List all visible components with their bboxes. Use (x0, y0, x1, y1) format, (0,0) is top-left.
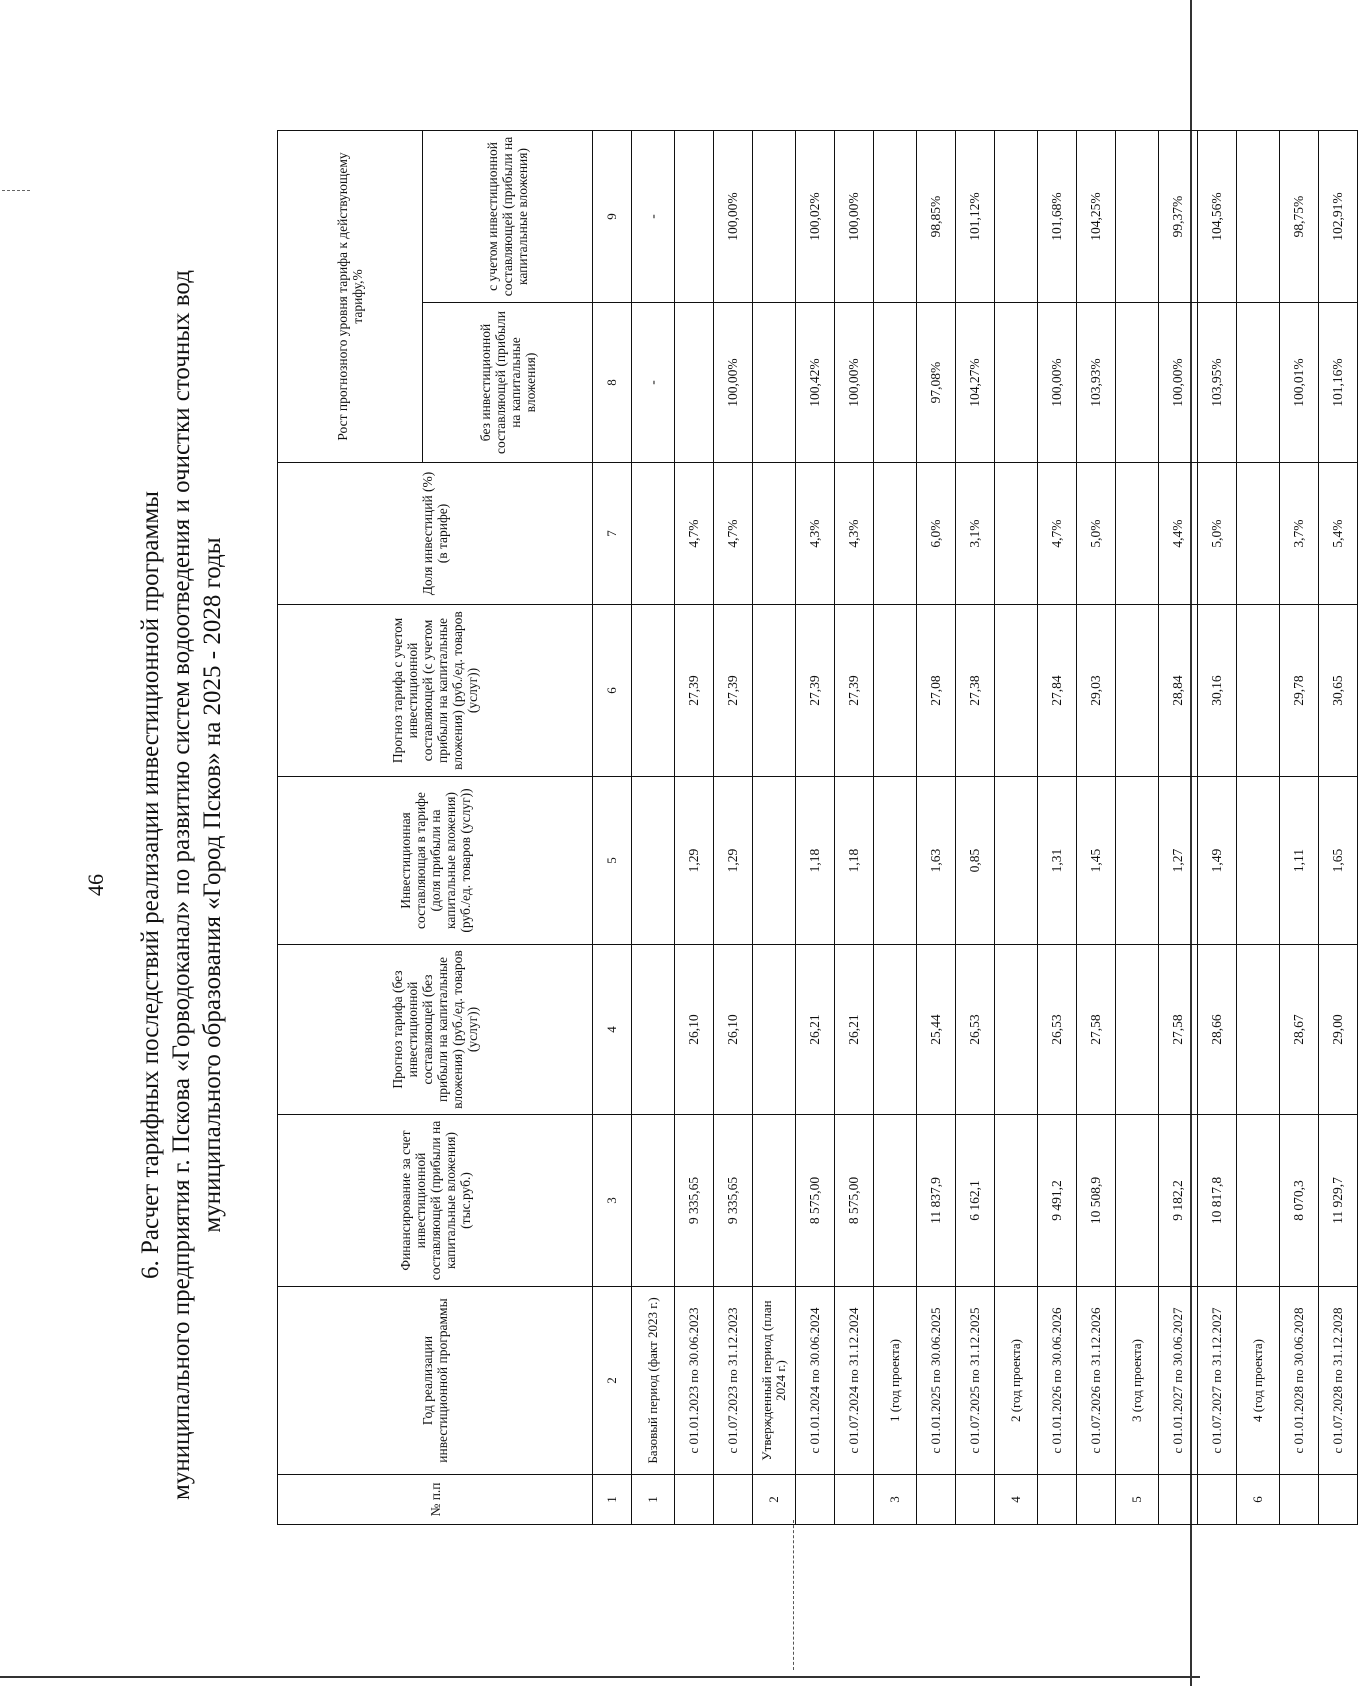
row-tariff-with-investment: 27,39 (675, 605, 714, 777)
row-growth-without-investment: 100,00% (1038, 303, 1077, 463)
row-tariff-without-investment: 28,66 (1198, 945, 1237, 1115)
row-growth-without-investment (1116, 303, 1159, 463)
row-period: с 01.01.2023 по 30.06.2023 (675, 1287, 714, 1475)
row-investment-component: 1,45 (1077, 777, 1116, 945)
header-financing: Финансирование за счет инвестиционной составляющей (прибыли на капитальные вложения) (тыс.руб.) (278, 1115, 593, 1287)
table-row (1319, 131, 1358, 1525)
row-number: 6 (1237, 1475, 1280, 1525)
row-financing: 9 335,65 (714, 1115, 753, 1287)
row-tariff-with-investment (995, 605, 1038, 777)
row-growth-without-investment: 101,16% (1319, 303, 1358, 463)
row-tariff-with-investment: 27,08 (917, 605, 956, 777)
row-period: 1 (год проекта) (874, 1287, 917, 1475)
row-investment-component: 0,85 (956, 777, 995, 945)
row-period: 2 (год проекта) (995, 1287, 1038, 1475)
row-period: 4 (год проекта) (1237, 1287, 1280, 1475)
title-line-2: муниципального предприятия г. Пскова «Горводоканал» по развитию систем водоотведения и очистки сточных вод (168, 270, 195, 1500)
document-title (135, 105, 228, 1665)
row-number (956, 1475, 995, 1525)
table-row (675, 131, 714, 1525)
row-investment-share (995, 463, 1038, 605)
row-period: Базовый период (факт 2023 г.) (632, 1287, 675, 1475)
row-tariff-with-investment (874, 605, 917, 777)
row-investment-share: 6,0% (917, 463, 956, 605)
scan-frame-bottom-edge (0, 1676, 1200, 1678)
row-investment-share (1116, 463, 1159, 605)
row-investment-share (874, 463, 917, 605)
row-growth-with-investment: 100,00% (835, 131, 874, 303)
table-group-row (995, 131, 1038, 1525)
row-financing: 9 182,2 (1159, 1115, 1198, 1287)
column-number: 1 (593, 1475, 632, 1525)
table-row (1280, 131, 1319, 1525)
table-row (796, 131, 835, 1525)
row-growth-with-investment: 98,75% (1280, 131, 1319, 303)
header-tariff-without-investment: Прогноз тарифа (без инвестиционной составляющей (без прибыли на капитальные вложения) (руб./ед. товаров (услуг)) (278, 945, 593, 1115)
row-investment-component: 1,65 (1319, 777, 1358, 945)
row-tariff-without-investment (753, 945, 796, 1115)
row-number (796, 1475, 835, 1525)
row-growth-with-investment (675, 131, 714, 303)
row-tariff-with-investment: 30,65 (1319, 605, 1358, 777)
row-period: с 01.01.2028 по 30.06.2028 (1280, 1287, 1319, 1475)
row-growth-without-investment: 100,01% (1280, 303, 1319, 463)
row-growth-without-investment (874, 303, 917, 463)
row-number (917, 1475, 956, 1525)
row-investment-share: 4,3% (796, 463, 835, 605)
row-number: 5 (1116, 1475, 1159, 1525)
row-growth-with-investment: 100,00% (714, 131, 753, 303)
row-financing (1237, 1115, 1280, 1287)
row-growth-with-investment: 104,25% (1077, 131, 1116, 303)
row-growth-with-investment: 101,68% (1038, 131, 1077, 303)
row-tariff-without-investment (874, 945, 917, 1115)
row-tariff-with-investment (1237, 605, 1280, 777)
row-investment-share (632, 463, 675, 605)
row-period: с 01.01.2025 по 30.06.2025 (917, 1287, 956, 1475)
row-tariff-without-investment: 27,58 (1077, 945, 1116, 1115)
row-period: с 01.07.2028 по 31.12.2028 (1319, 1287, 1358, 1475)
row-growth-without-investment: 103,93% (1077, 303, 1116, 463)
row-tariff-with-investment: 27,39 (835, 605, 874, 777)
row-number: 1 (632, 1475, 675, 1525)
row-growth-without-investment (675, 303, 714, 463)
row-investment-component (632, 777, 675, 945)
row-tariff-without-investment: 26,10 (714, 945, 753, 1115)
row-investment-share: 4,4% (1159, 463, 1198, 605)
row-financing: 9 491,2 (1038, 1115, 1077, 1287)
header-investment-component: Инвестиционная составляющая в тарифе (доля прибыли на капитальные вложения) (руб./ед. товаров (услуг)) (278, 777, 593, 945)
table-row (956, 131, 995, 1525)
row-growth-with-investment: 99,37% (1159, 131, 1198, 303)
row-growth-with-investment (995, 131, 1038, 303)
table-group-row (1237, 131, 1280, 1525)
row-investment-component: 1,31 (1038, 777, 1077, 945)
row-tariff-with-investment: 29,78 (1280, 605, 1319, 777)
table-row (714, 131, 753, 1525)
row-tariff-without-investment: 25,44 (917, 945, 956, 1115)
row-tariff-with-investment: 27,39 (796, 605, 835, 777)
row-tariff-with-investment: 27,39 (714, 605, 753, 777)
row-financing: 9 335,65 (675, 1115, 714, 1287)
row-growth-with-investment: 101,12% (956, 131, 995, 303)
row-tariff-with-investment: 30,16 (1198, 605, 1237, 777)
row-financing: 11 929,7 (1319, 1115, 1358, 1287)
row-growth-without-investment: 100,00% (1159, 303, 1198, 463)
row-investment-component: 1,29 (675, 777, 714, 945)
header-growth-without-investment: без инвестиционной составляющей (прибыли на капитальные вложения) (423, 303, 593, 463)
row-investment-share: 5,0% (1077, 463, 1116, 605)
row-growth-with-investment (753, 131, 796, 303)
header-tariff-growth: Рост прогнозного уровня тарифа к действующему тарифу,% (278, 131, 423, 463)
row-number: 2 (753, 1475, 796, 1525)
row-investment-share: 3,1% (956, 463, 995, 605)
row-growth-without-investment: - (632, 303, 675, 463)
row-number (1038, 1475, 1077, 1525)
row-number: 4 (995, 1475, 1038, 1525)
row-tariff-without-investment: 26,10 (675, 945, 714, 1115)
row-financing: 6 162,1 (956, 1115, 995, 1287)
row-growth-with-investment: 104,56% (1198, 131, 1237, 303)
row-tariff-without-investment: 26,53 (956, 945, 995, 1115)
row-investment-component: 1,18 (835, 777, 874, 945)
row-investment-share: 4,7% (1038, 463, 1077, 605)
row-financing: 10 508,9 (1077, 1115, 1116, 1287)
column-number: 7 (593, 463, 632, 605)
column-number: 2 (593, 1287, 632, 1475)
row-financing: 8 070,3 (1280, 1115, 1319, 1287)
table-row (1038, 131, 1077, 1525)
row-growth-with-investment (1116, 131, 1159, 303)
row-tariff-without-investment (995, 945, 1038, 1115)
title-line-1: 6. Расчет тарифных последствий реализации инвестиционной программы (137, 491, 164, 1279)
row-financing (632, 1115, 675, 1287)
row-growth-without-investment (1237, 303, 1280, 463)
row-tariff-without-investment: 26,21 (835, 945, 874, 1115)
row-investment-component (1237, 777, 1280, 945)
row-growth-without-investment: 104,27% (956, 303, 995, 463)
row-number (1198, 1475, 1237, 1525)
row-tariff-with-investment: 29,03 (1077, 605, 1116, 777)
row-growth-without-investment: 100,00% (714, 303, 753, 463)
row-investment-component (995, 777, 1038, 945)
row-investment-component (1116, 777, 1159, 945)
header-growth-with-investment: с учетом инвестиционной составляющей (прибыли на капитальные вложения) (423, 131, 593, 303)
header-investment-share: Доля инвестиций (%) (в тарифе) (278, 463, 593, 605)
column-number: 6 (593, 605, 632, 777)
table-row (835, 131, 874, 1525)
row-growth-with-investment (1237, 131, 1280, 303)
table-row (917, 131, 956, 1525)
row-tariff-with-investment (753, 605, 796, 777)
table-row (1077, 131, 1116, 1525)
row-growth-without-investment (753, 303, 796, 463)
row-growth-without-investment: 97,08% (917, 303, 956, 463)
title-line-3: муниципального образования «Город Псков» на 2025 - 2028 годы (199, 537, 226, 1233)
row-period: Утвержденный период (план 2024 г.) (753, 1287, 796, 1475)
row-financing (874, 1115, 917, 1287)
rotated-document-sheet (15, 105, 1345, 1665)
row-period: с 01.01.2027 по 30.06.2027 (1159, 1287, 1198, 1475)
row-growth-with-investment: 98,85% (917, 131, 956, 303)
row-period: с 01.07.2027 по 31.12.2027 (1198, 1287, 1237, 1475)
row-investment-component: 1,18 (796, 777, 835, 945)
tariff-table (277, 130, 1358, 1525)
table-group-row (874, 131, 917, 1525)
table-row (1159, 131, 1198, 1525)
row-period: с 01.07.2025 по 31.12.2025 (956, 1287, 995, 1475)
row-financing (995, 1115, 1038, 1287)
row-investment-component: 1,11 (1280, 777, 1319, 945)
row-tariff-without-investment: 26,21 (796, 945, 835, 1115)
column-number: 8 (593, 303, 632, 463)
row-tariff-without-investment: 29,00 (1319, 945, 1358, 1115)
row-tariff-with-investment: 28,84 (1159, 605, 1198, 777)
row-number (714, 1475, 753, 1525)
table-group-row (1116, 131, 1159, 1525)
row-financing: 11 837,9 (917, 1115, 956, 1287)
row-number (1077, 1475, 1116, 1525)
column-number: 4 (593, 945, 632, 1115)
table-row (1198, 131, 1237, 1525)
row-investment-share: 3,7% (1280, 463, 1319, 605)
row-financing: 8 575,00 (796, 1115, 835, 1287)
row-investment-share (1237, 463, 1280, 605)
column-number: 3 (593, 1115, 632, 1287)
row-period: 3 (год проекта) (1116, 1287, 1159, 1475)
row-tariff-without-investment: 27,58 (1159, 945, 1198, 1115)
row-growth-with-investment (874, 131, 917, 303)
row-investment-share: 4,3% (835, 463, 874, 605)
row-period: с 01.01.2026 по 30.06.2026 (1038, 1287, 1077, 1475)
row-number (675, 1475, 714, 1525)
header-tariff-with-investment: Прогноз тарифа с учетом инвестиционной составляющей (с учетом прибыли на капитальные вложения) (руб./ед. товаров (услуг)) (278, 605, 593, 777)
row-growth-without-investment: 100,00% (835, 303, 874, 463)
row-number (1319, 1475, 1358, 1525)
row-financing: 10 817,8 (1198, 1115, 1237, 1287)
row-financing (1116, 1115, 1159, 1287)
row-investment-share (753, 463, 796, 605)
row-tariff-with-investment (1116, 605, 1159, 777)
row-period: с 01.07.2024 по 31.12.2024 (835, 1287, 874, 1475)
row-investment-share: 4,7% (675, 463, 714, 605)
row-tariff-with-investment (632, 605, 675, 777)
row-investment-component (753, 777, 796, 945)
row-number (835, 1475, 874, 1525)
row-period: с 01.07.2023 по 31.12.2023 (714, 1287, 753, 1475)
header-number: № п.п (278, 1475, 593, 1525)
row-investment-share: 5,0% (1198, 463, 1237, 605)
table-group-row (753, 131, 796, 1525)
row-growth-without-investment: 100,42% (796, 303, 835, 463)
row-investment-component: 1,49 (1198, 777, 1237, 945)
row-tariff-without-investment: 28,67 (1280, 945, 1319, 1115)
row-tariff-with-investment: 27,84 (1038, 605, 1077, 777)
row-number (1159, 1475, 1198, 1525)
header-year: Год реализации инвестиционной программы (278, 1287, 593, 1475)
row-growth-without-investment (995, 303, 1038, 463)
row-period: с 01.07.2026 по 31.12.2026 (1077, 1287, 1116, 1475)
row-investment-component: 1,63 (917, 777, 956, 945)
row-financing (753, 1115, 796, 1287)
row-investment-component: 1,27 (1159, 777, 1198, 945)
row-investment-component: 1,29 (714, 777, 753, 945)
row-number (1280, 1475, 1319, 1525)
row-number: 3 (874, 1475, 917, 1525)
row-tariff-without-investment (1116, 945, 1159, 1115)
column-number: 9 (593, 131, 632, 303)
row-tariff-without-investment: 26,53 (1038, 945, 1077, 1115)
row-investment-component (874, 777, 917, 945)
row-tariff-with-investment: 27,38 (956, 605, 995, 777)
column-number: 5 (593, 777, 632, 945)
row-financing: 8 575,00 (835, 1115, 874, 1287)
row-investment-share: 5,4% (1319, 463, 1358, 605)
row-growth-with-investment: 102,91% (1319, 131, 1358, 303)
row-growth-with-investment: - (632, 131, 675, 303)
row-period: с 01.01.2024 по 30.06.2024 (796, 1287, 835, 1475)
row-growth-without-investment: 103,95% (1198, 303, 1237, 463)
page-number: 46 (83, 874, 108, 896)
row-tariff-without-investment (632, 945, 675, 1115)
row-tariff-without-investment (1237, 945, 1280, 1115)
row-growth-with-investment: 100,02% (796, 131, 835, 303)
table-group-row (632, 131, 675, 1525)
row-investment-share: 4,7% (714, 463, 753, 605)
column-number-row (593, 131, 632, 1525)
